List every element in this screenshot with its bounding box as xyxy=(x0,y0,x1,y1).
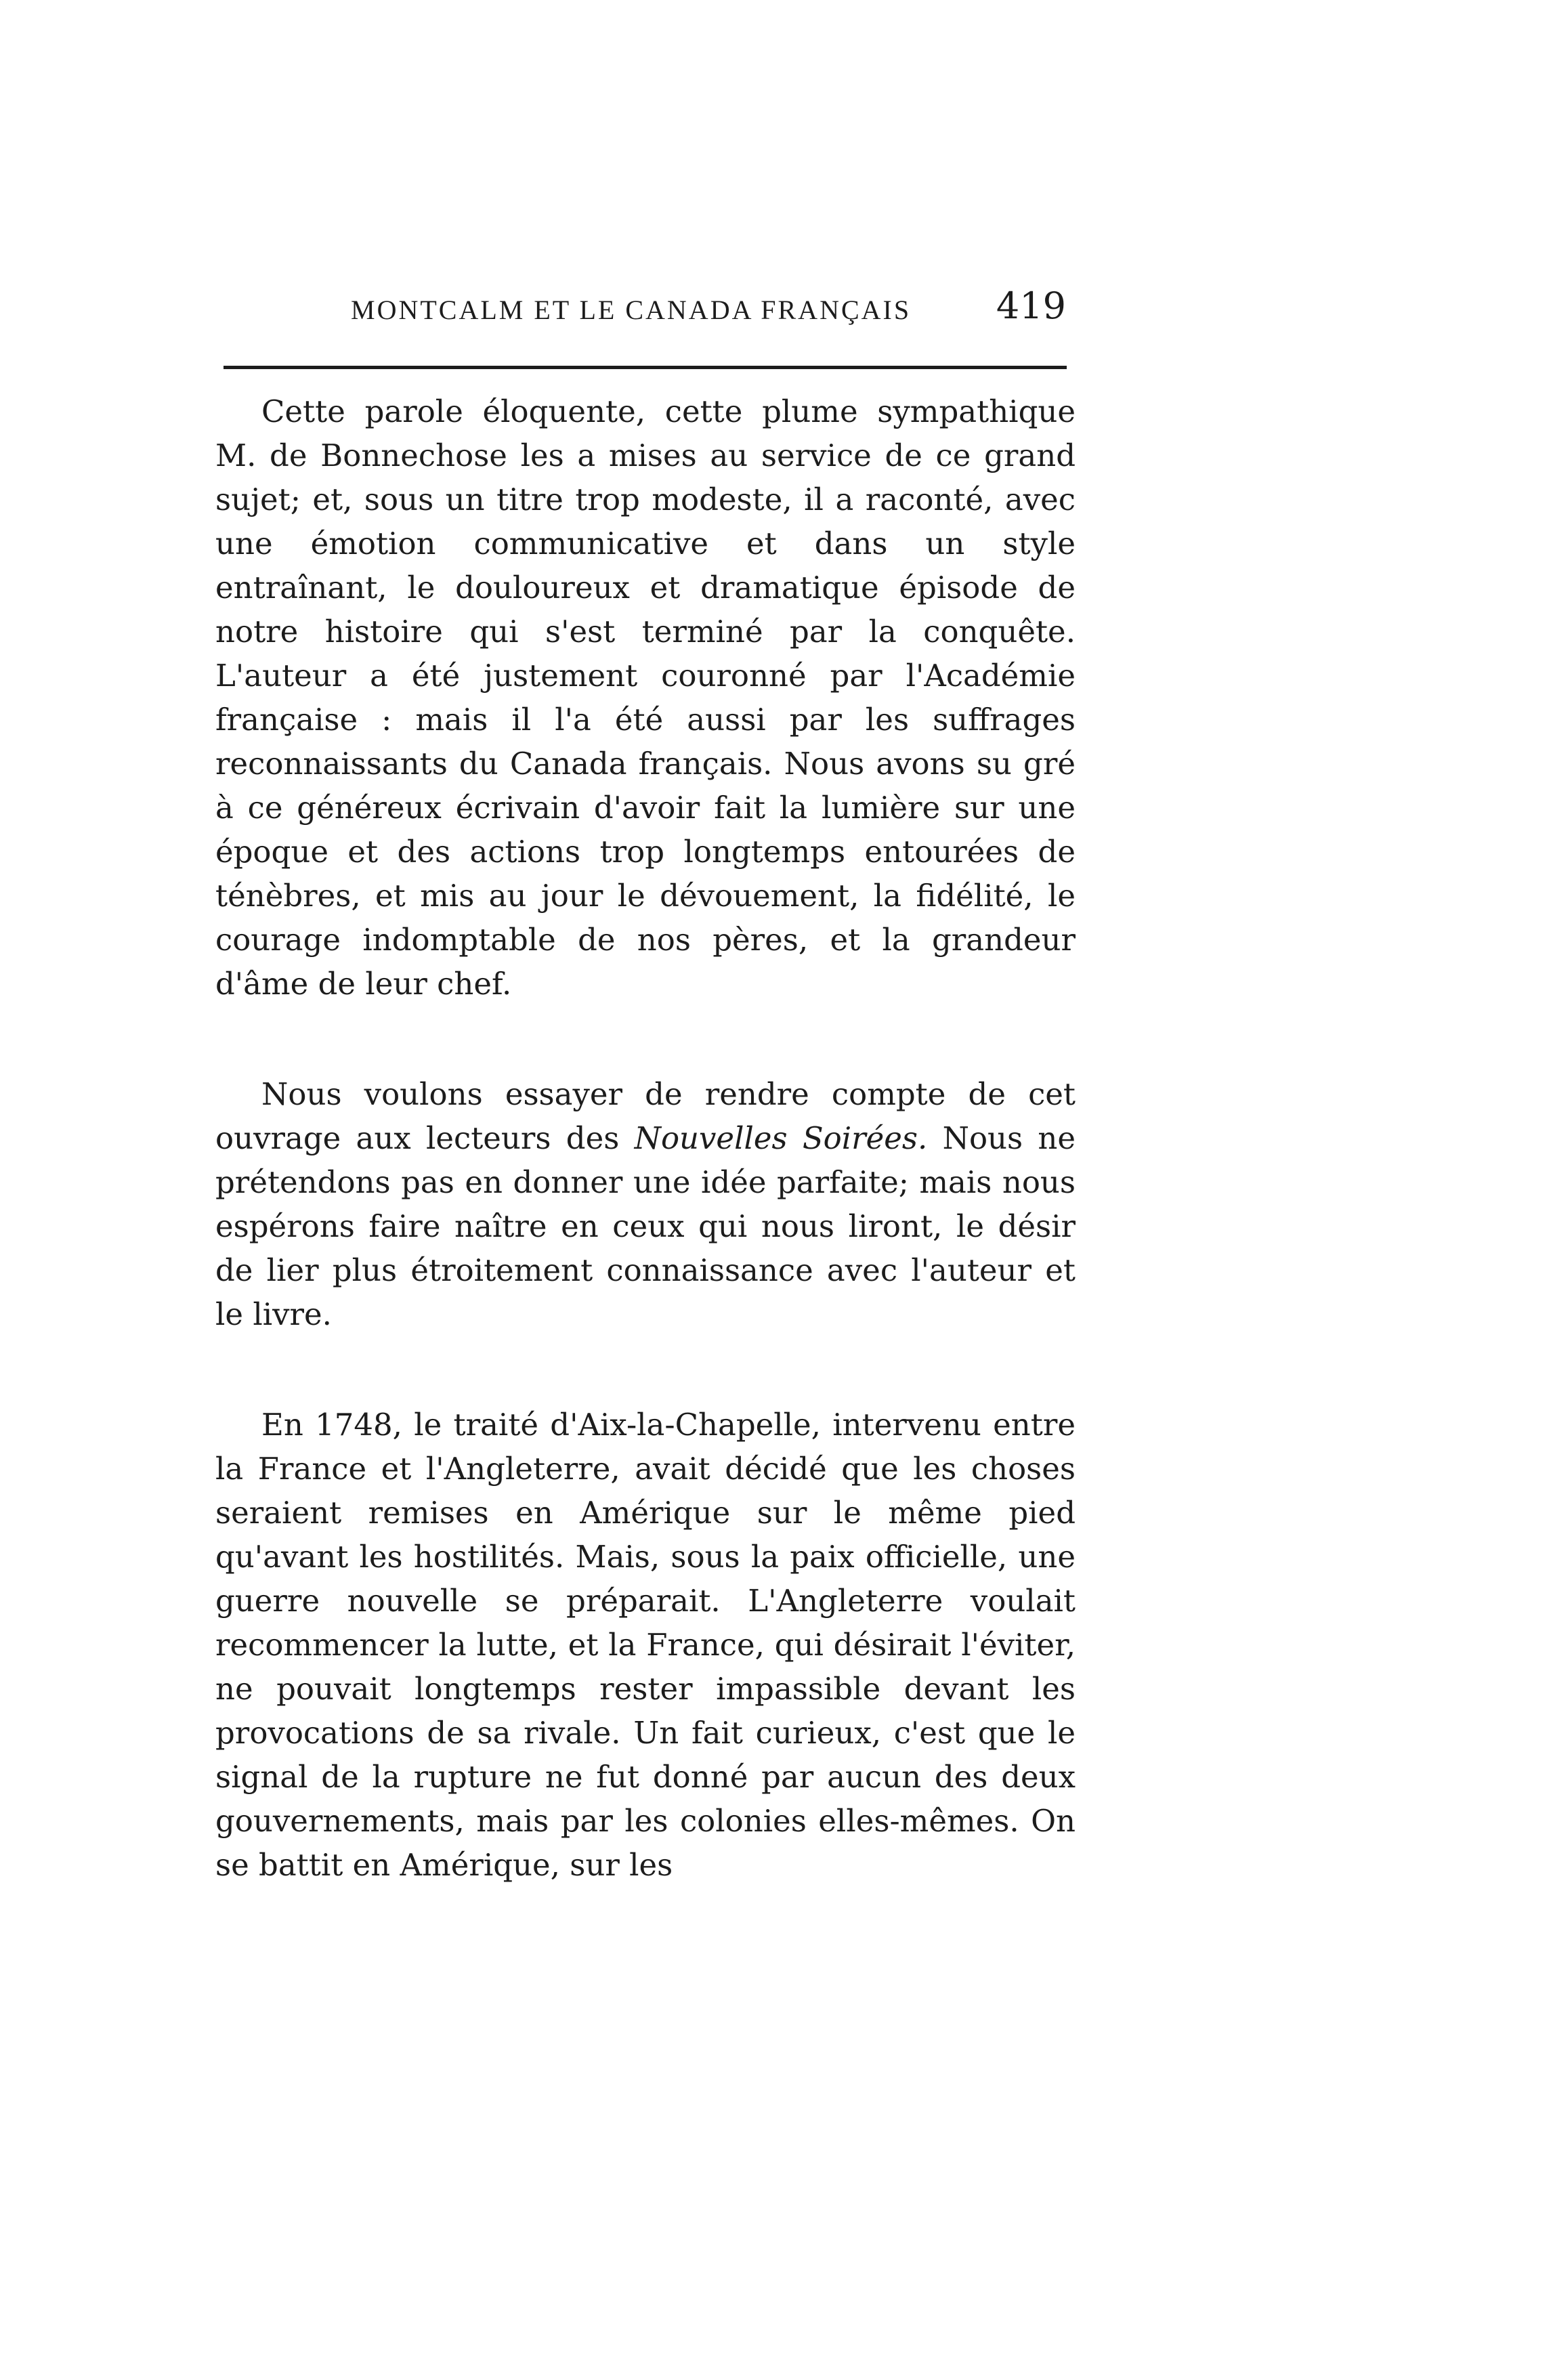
journal-title: Nouvelles Soirées. xyxy=(634,1120,928,1156)
paragraph-3: En 1748, le traité d'Aix-la-Chapelle, intervenu entre la France et l'Angleterre, avait décidé que les choses seraient remises en Amérique sur le même pied qu'avant les hostilités. Mais, sous la paix officielle, une guerre nouvelle se préparait. L'Angleterre voulait recommencer la lutte, et la France, qui désirait l'éviter, ne pouvait longtemps rester impassible devant les provocations de sa rivale. Un fait curieux, c'est que le signal de la rupture ne fut donné par aucun des deux gouvernements, mais par les colonies elles-mêmes. On se battit en Amérique, sur les xyxy=(215,1407,1076,1883)
paragraph-1: Cette parole éloquente, cette plume sympathique M. de Bonnechose les a mises au service de ce grand sujet; et, sous un titre trop modeste, il a raconté, avec une émotion communicative et dans un style entraînant, le douloureux et dramatique épisode de notre histoire qui s'est terminé par la conquête. L'auteur a été justement couronné par l'Académie française : mais il l'a été aussi par les suffrages reconnaissants du Canada français. Nous avons su gré à ce généreux écrivain d'avoir fait la lumière sur une époque et des actions trop longtemps entourées de ténèbres, et mis au jour le dévouement, la fidélité, le courage indomptable de nos pères, et la grandeur d'âme de leur chef. xyxy=(215,394,1076,1002)
running-title: MONTCALM ET LE CANADA FRANÇAIS xyxy=(351,295,912,325)
paragraph-2 xyxy=(215,1072,1076,1336)
body-text xyxy=(215,389,1076,1887)
paragraph-gap xyxy=(215,1006,1076,1072)
header-rule xyxy=(224,366,1067,369)
page-number: 419 xyxy=(996,284,1066,327)
paragraph-2-lead: Nous voulons essayer de rendre compte de cet ouvrage aux lecteurs des xyxy=(215,1076,1076,1156)
paragraph-2-rest: Nous ne prétendons pas en donner une idée parfaite; mais nous espérons faire naître en ceux qui nous liront, le désir de lier plus étroitement connaissance avec l'auteur et le livre. xyxy=(215,1120,1076,1332)
paragraph-gap xyxy=(215,1336,1076,1403)
page-header xyxy=(224,278,1104,352)
